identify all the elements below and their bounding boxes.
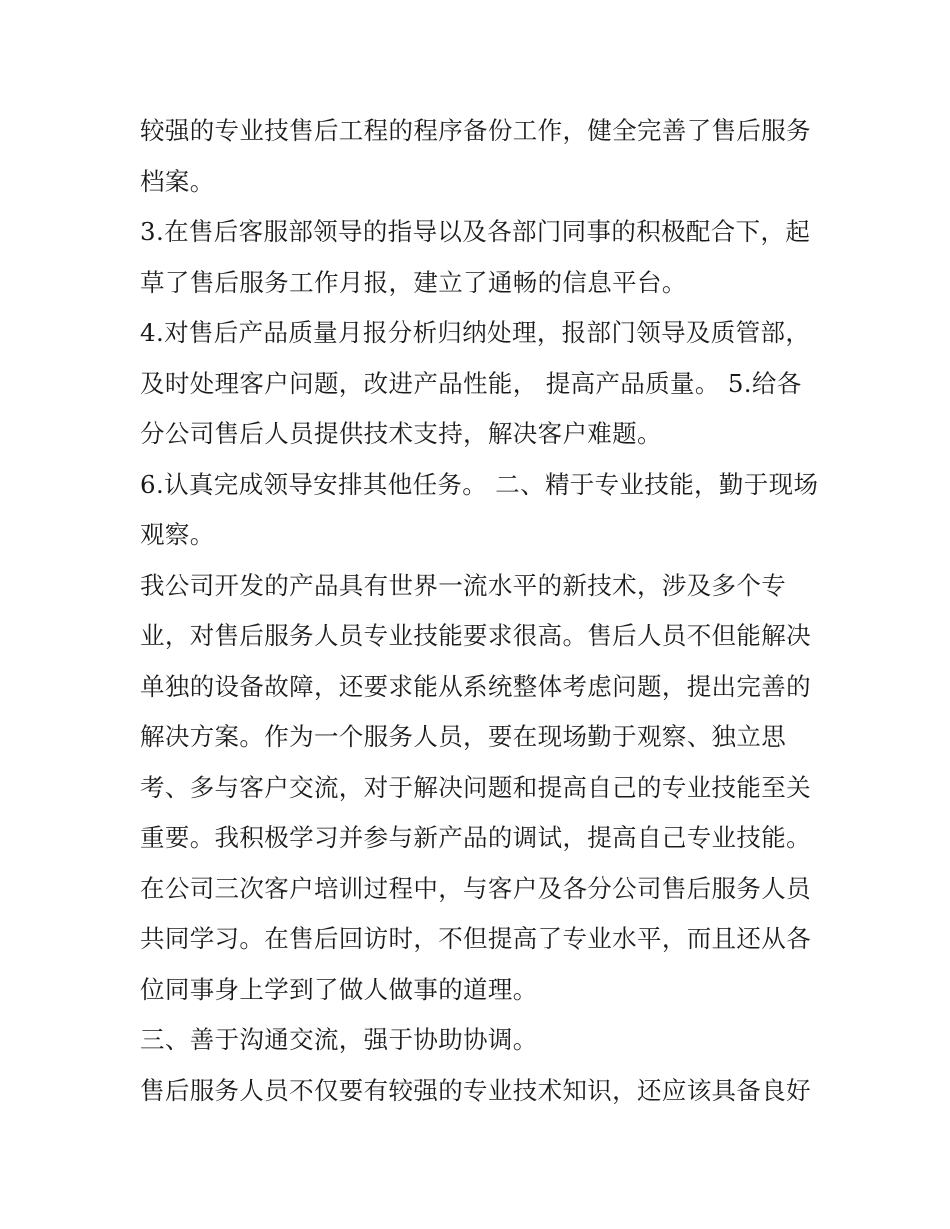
text-line: 我公司开发的产品具有世界一流水平的新技术，涉及多个专 (140, 570, 787, 600)
text-line: 草了售后服务工作月报，建立了通畅的信息平台。 (140, 267, 687, 297)
text-line: 业，对售后服务人员专业技能要求很高。售后人员不但能解决 (140, 621, 811, 650)
text-line: 重要。我积极学习并参与新产品的调试，提高自己专业技能。 (140, 823, 811, 852)
text-line: 档案。 (140, 166, 215, 196)
text-line: 考、多与客户交流，对于解决问题和提高自己的专业技能至关 (140, 772, 811, 802)
text-line: 单独的设备故障，还要求能从系统整体考虑问题，提出完善的 (140, 671, 811, 701)
text-line: 共同学习。在售后回访时，不但提高了专业水平，而且还从各 (140, 924, 811, 953)
text-line: 3.在售后客服部领导的指导以及各部门同事的积极配合下，起 (140, 217, 811, 246)
text-line: 位同事身上学到了做人做事的道理。 (140, 974, 538, 1004)
text-line: 在公司三次客户培训过程中，与客户及各分公司售后服务人员 (140, 873, 811, 903)
text-line: 6.认真完成领导安排其他任务。 二、精于专业技能，勤于现场 (140, 469, 819, 499)
document-body (140, 106, 820, 1116)
text-line: 解决方案。作为一个服务人员，要在现场勤于观察、独立思 (140, 722, 787, 751)
text-line: 及时处理客户问题，改进产品性能， 提高产品质量。 5.给各 (140, 368, 802, 398)
text-line: 分公司售后人员提供技术支持，解决客户难题。 (140, 419, 662, 448)
text-line: 4.对售后产品质量月报分析归纳处理，报部门领导及质管部， (140, 318, 811, 347)
text-line: 较强的专业技售后工程的程序备份工作，健全完善了售后服务 (140, 116, 811, 145)
text-line: 观察。 (140, 520, 215, 549)
section-heading: 三、善于沟通交流，强于协助协调。 (140, 1025, 538, 1054)
text-line: 售后服务人员不仅要有较强的专业技术知识，还应该具备良好 (140, 1075, 811, 1105)
